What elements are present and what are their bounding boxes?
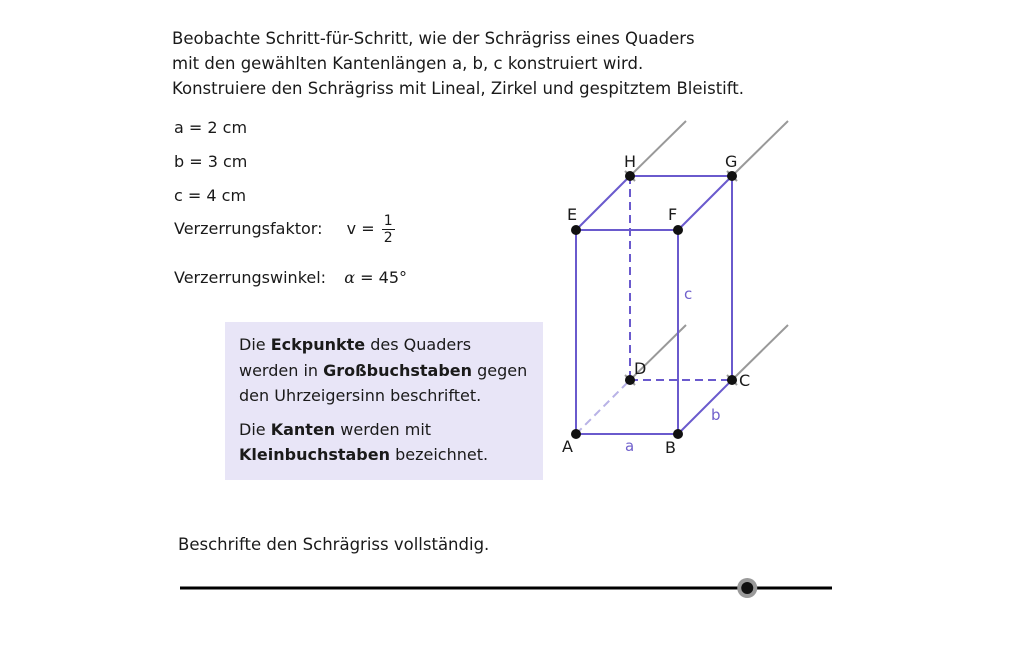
factor-denominator: 2 — [383, 230, 393, 246]
info-vertices: Die Eckpunkte des Quaders werden in Großbuchstaben gegen den Uhrzeigersinn beschriftet. — [239, 335, 528, 405]
edge-fg — [678, 176, 732, 230]
tick-marks — [625, 171, 737, 385]
param-b: b = 3 cm — [174, 152, 248, 171]
construction-rays — [630, 121, 788, 380]
ray-g — [732, 121, 788, 176]
intro-line-2: mit den gewählten Kantenlängen a, b, c konstruiert wird. — [172, 54, 644, 73]
vertex-f — [673, 225, 683, 235]
angle-value: = 45° — [360, 268, 408, 287]
label-g: G — [725, 152, 738, 171]
vertex-h — [625, 171, 635, 181]
edge-label-a: a — [625, 437, 635, 455]
label-c: C — [739, 371, 751, 390]
factor-label: Verzerrungsfaktor: — [174, 219, 323, 238]
instruction-text: Beschrifte den Schrägriss vollständig. — [178, 535, 490, 554]
edge-ad — [576, 380, 630, 434]
edge-label-b: b — [711, 406, 721, 424]
param-c: c = 4 cm — [174, 186, 247, 205]
vertex-g — [727, 171, 737, 181]
label-a: A — [562, 437, 573, 456]
edge-bc — [678, 380, 732, 434]
label-d: D — [634, 359, 647, 378]
param-a: a = 2 cm — [174, 118, 248, 137]
ray-h — [630, 121, 686, 176]
intro-line-1: Beobachte Schritt-für-Schritt, wie der Schrägriss eines Quaders — [172, 29, 695, 48]
slider-handle-knob[interactable] — [741, 582, 753, 594]
info-bold-eckpunkte: Eckpunkte — [270, 335, 366, 354]
factor-numerator: 1 — [383, 213, 393, 229]
hidden-edges — [576, 176, 732, 434]
angle-label: Verzerrungswinkel: — [174, 268, 327, 287]
info-edges: Die Kanten werden mit Kleinbuchstaben bezeichnet. — [239, 419, 489, 464]
label-h: H — [624, 152, 637, 171]
intro-line-3: Konstruiere den Schrägriss mit Lineal, Zirkel und gespitztem Bleistift. — [172, 79, 744, 98]
vertex-e — [571, 225, 581, 235]
info-bold-kleinbuchstaben: Kleinbuchstaben — [239, 445, 390, 464]
info-bold-kanten: Kanten — [270, 419, 336, 439]
factor-variable: v = — [346, 219, 375, 238]
edge-eh — [576, 176, 630, 230]
label-f: F — [668, 205, 678, 224]
vertex-c — [727, 375, 737, 385]
visible-edges — [576, 176, 732, 434]
edge-label-c: c — [684, 285, 693, 303]
info-bold-grossbuchstaben: Großbuchstaben — [323, 360, 473, 380]
label-e: E — [567, 205, 578, 224]
label-b: B — [665, 438, 676, 457]
slider-handle[interactable] — [737, 578, 757, 598]
angle-variable: α — [344, 268, 356, 287]
